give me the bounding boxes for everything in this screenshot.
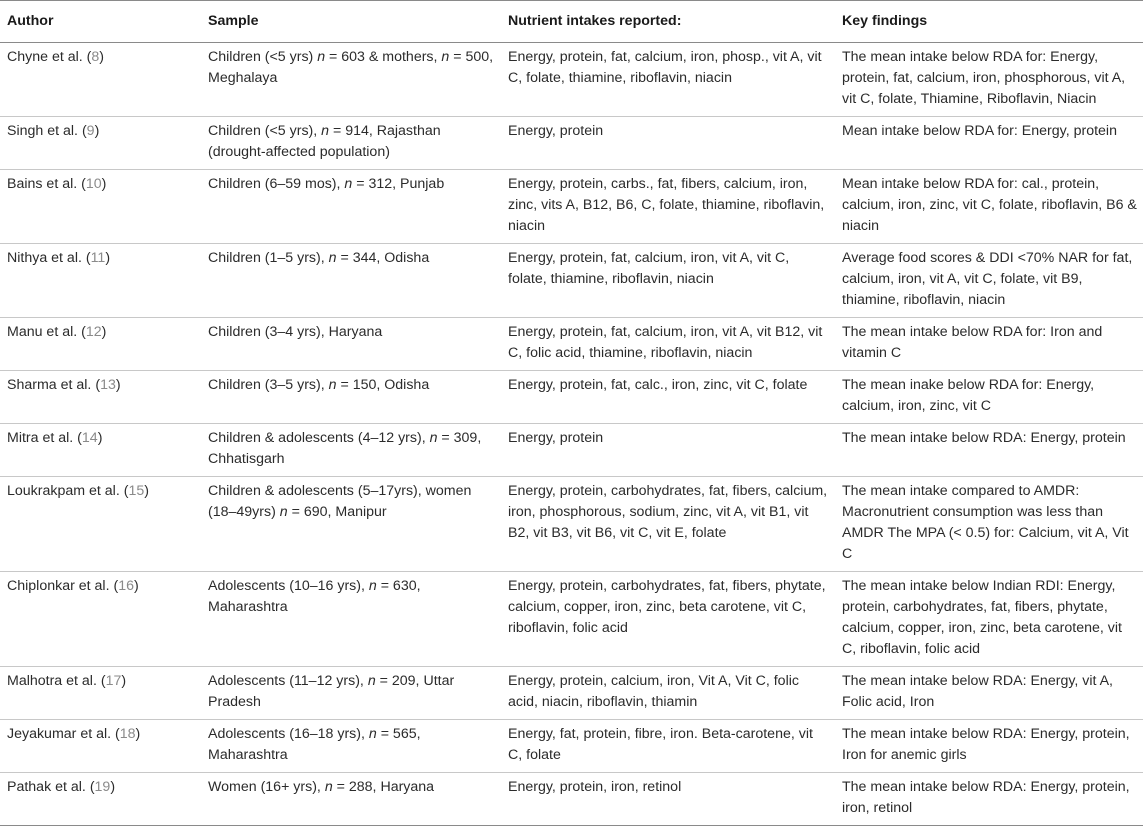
author-name: Chiplonkar et al. [7, 578, 110, 594]
table-row [0, 318, 1143, 371]
reference-link[interactable]: 17 [105, 673, 122, 689]
author-name: Pathak et al. [7, 779, 86, 795]
nutrients-cell: Energy, protein, carbs., fat, fibers, calcium, iron, zinc, vits A, B12, B6, C, folate, thiamine, riboflavin, niacin [501, 170, 835, 244]
sample-size-symbol: n [344, 176, 353, 192]
findings-cell: Mean intake below RDA for: cal., protein, calcium, iron, zinc, vit C, folate, riboflavin, B6 & niacin [835, 170, 1143, 244]
nutrients-cell: Energy, protein, fat, calcium, iron, vit A, vit B12, vit C, folic acid, thiamine, riboflavin, niacin [501, 318, 835, 371]
reference-link[interactable]: 13 [100, 377, 116, 393]
findings-cell: The mean intake below RDA: Energy, protein [835, 424, 1143, 477]
sample-text: = 603 & mothers, [325, 49, 442, 65]
author-name: Malhotra et al. [7, 673, 97, 689]
author-name: Mitra et al. [7, 430, 74, 446]
findings-cell: The mean intake below RDA for: Energy, protein, fat, calcium, iron, phosphorous, vit A, vit C, folate, Thiamine, Riboflavin, Niacin [835, 43, 1143, 117]
sample-text: = 344, Odisha [336, 250, 430, 266]
sample-text: = 500, Meghalaya [208, 49, 494, 86]
author-cell: Nithya et al. (11) [0, 244, 201, 318]
header-nutrients: Nutrient intakes reported: [501, 1, 835, 43]
sample-text: Children (6–59 mos), [208, 176, 345, 192]
findings-cell: The mean intake compared to AMDR: Macronutrient consumption was less than AMDR The MPA (< 0.5) for: Calcium, vit A, Vit C [835, 477, 1143, 572]
sample-text: Children (3–5 yrs), [208, 377, 329, 393]
author-cell: Sharma et al. (13) [0, 371, 201, 424]
sample-size-symbol: n [317, 49, 326, 65]
findings-cell: The mean intake below RDA: Energy, protein, Iron for anemic girls [835, 720, 1143, 773]
sample-cell [201, 773, 501, 826]
author-name: Bains et al. [7, 176, 78, 192]
sample-text: = 150, Odisha [336, 377, 430, 393]
table-row [0, 667, 1143, 720]
author-cell: Malhotra et al. (17) [0, 667, 201, 720]
sample-text: Children (<5 yrs), [208, 123, 322, 139]
author-cell: Loukrakpam et al. (15) [0, 477, 201, 572]
sample-text: = 312, Punjab [352, 176, 445, 192]
author-name: Nithya et al. [7, 250, 82, 266]
reference-link[interactable]: 19 [94, 779, 111, 795]
table-row [0, 371, 1143, 424]
nutrients-cell: Energy, protein, carbohydrates, fat, fibers, calcium, iron, phosphorous, sodium, zinc, vit A, vit B1, vit B2, vit B3, vit B6, vit C, vit E, folate [501, 477, 835, 572]
sample-size-symbol: n [328, 250, 337, 266]
nutrients-cell: Energy, protein, fat, calcium, iron, vit A, vit C, folate, thiamine, riboflavin, niacin [501, 244, 835, 318]
author-name: Singh et al. [7, 123, 78, 139]
reference-link[interactable]: 14 [81, 430, 98, 446]
findings-cell: The mean intake below RDA: Energy, protein, iron, retinol [835, 773, 1143, 826]
reference-link[interactable]: 9 [86, 123, 95, 139]
author-cell: Manu et al. (12) [0, 318, 201, 371]
reference-link[interactable]: 18 [119, 726, 136, 742]
header-sample: Sample [201, 1, 501, 43]
nutrients-cell: Energy, fat, protein, fibre, iron. Beta-carotene, vit C, folate [501, 720, 835, 773]
table-row [0, 43, 1143, 117]
header-row [0, 1, 1143, 43]
findings-cell: The mean intake below RDA for: Iron and vitamin C [835, 318, 1143, 371]
author-cell: Pathak et al. (19) [0, 773, 201, 826]
table-row [0, 477, 1143, 572]
author-name: Chyne et al. [7, 49, 83, 65]
findings-cell: The mean intake below RDA: Energy, vit A, Folic acid, Iron [835, 667, 1143, 720]
author-cell: Chiplonkar et al. (16) [0, 572, 201, 667]
sample-text: = 914, Rajasthan (drought-affected population) [208, 123, 441, 160]
table-row [0, 773, 1143, 826]
sample-size-symbol: n [368, 726, 377, 742]
sample-size-symbol: n [368, 578, 377, 594]
sample-text: = 690, Manipur [287, 504, 387, 520]
sample-cell [201, 667, 501, 720]
header-author: Author [0, 1, 201, 43]
header-findings: Key findings [835, 1, 1143, 43]
sample-text: Children (3–4 yrs), Haryana [208, 324, 383, 340]
findings-cell: Average food scores & DDI <70% NAR for fat, calcium, iron, vit A, vit C, folate, vit B9, thiamine, riboflavin, niacin [835, 244, 1143, 318]
sample-cell [201, 720, 501, 773]
reference-link[interactable]: 10 [85, 176, 102, 192]
table-row [0, 117, 1143, 170]
author-cell: Singh et al. (9) [0, 117, 201, 170]
sample-text: = 630, Maharashtra [208, 578, 421, 615]
sample-text: Children & adolescents (5–17yrs), women (18–49yrs) [208, 483, 472, 520]
author-cell: Bains et al. (10) [0, 170, 201, 244]
sample-text: Adolescents (10–16 yrs), [208, 578, 369, 594]
sample-text: Adolescents (16–18 yrs), [208, 726, 369, 742]
sample-text: = 288, Haryana [332, 779, 435, 795]
author-name: Sharma et al. [7, 377, 92, 393]
nutrients-cell: Energy, protein, fat, calcium, iron, phosp., vit A, vit C, folate, thiamine, riboflavin, niacin [501, 43, 835, 117]
sample-cell [201, 318, 501, 371]
sample-size-symbol: n [279, 504, 288, 520]
reference-link[interactable]: 12 [85, 324, 102, 340]
reference-link[interactable]: 16 [118, 578, 134, 594]
sample-cell [201, 371, 501, 424]
nutrients-cell: Energy, protein, iron, retinol [501, 773, 835, 826]
sample-size-symbol: n [429, 430, 438, 446]
findings-cell: The mean intake below Indian RDI: Energy, protein, carbohydrates, fat, fibers, phytate, calcium, copper, iron, zinc, beta carotene, vit C, riboflavin, folic acid [835, 572, 1143, 667]
sample-size-symbol: n [321, 123, 330, 139]
sample-text: Children (<5 yrs) [208, 49, 318, 65]
nutrients-cell: Energy, protein, carbohydrates, fat, fibers, phytate, calcium, copper, iron, zinc, beta carotene, vit C, riboflavin, folic acid [501, 572, 835, 667]
sample-cell [201, 43, 501, 117]
reference-link[interactable]: 11 [90, 250, 106, 266]
author-name: Loukrakpam et al. [7, 483, 120, 499]
author-name: Manu et al. [7, 324, 78, 340]
nutrients-cell: Energy, protein, fat, calc., iron, zinc, vit C, folate [501, 371, 835, 424]
author-cell: Jeyakumar et al. (18) [0, 720, 201, 773]
sample-text: Women (16+ yrs), [208, 779, 325, 795]
sample-size-symbol: n [324, 779, 333, 795]
nutrients-cell: Energy, protein [501, 117, 835, 170]
table-row [0, 572, 1143, 667]
reference-link[interactable]: 8 [91, 49, 100, 65]
findings-cell: Mean intake below RDA for: Energy, protein [835, 117, 1143, 170]
sample-cell [201, 117, 501, 170]
table-row [0, 170, 1143, 244]
nutrients-cell: Energy, protein [501, 424, 835, 477]
sample-text: = 209, Uttar Pradesh [208, 673, 455, 710]
table-row [0, 424, 1143, 477]
sample-size-symbol: n [328, 377, 337, 393]
nutrients-cell: Energy, protein, calcium, iron, Vit A, Vit C, folic acid, niacin, riboflavin, thiamin [501, 667, 835, 720]
sample-text: Adolescents (11–12 yrs), [208, 673, 368, 689]
sample-cell [201, 477, 501, 572]
reference-link[interactable]: 15 [128, 483, 145, 499]
sample-cell [201, 424, 501, 477]
sample-cell [201, 572, 501, 667]
table-body [0, 43, 1143, 826]
sample-text: Children (1–5 yrs), [208, 250, 329, 266]
table-row [0, 720, 1143, 773]
author-name: Jeyakumar et al. [7, 726, 112, 742]
findings-cell: The mean inake below RDA for: Energy, calcium, iron, zinc, vit C [835, 371, 1143, 424]
author-cell: Mitra et al. (14) [0, 424, 201, 477]
author-cell: Chyne et al. (8) [0, 43, 201, 117]
sample-text: = 309, Chhatisgarh [208, 430, 482, 467]
sample-text: = 565, Maharashtra [208, 726, 421, 763]
sample-size-symbol: n [441, 49, 450, 65]
sample-cell [201, 170, 501, 244]
table-row [0, 244, 1143, 318]
sample-cell [201, 244, 501, 318]
sample-size-symbol: n [367, 673, 376, 689]
sample-text: Children & adolescents (4–12 yrs), [208, 430, 430, 446]
